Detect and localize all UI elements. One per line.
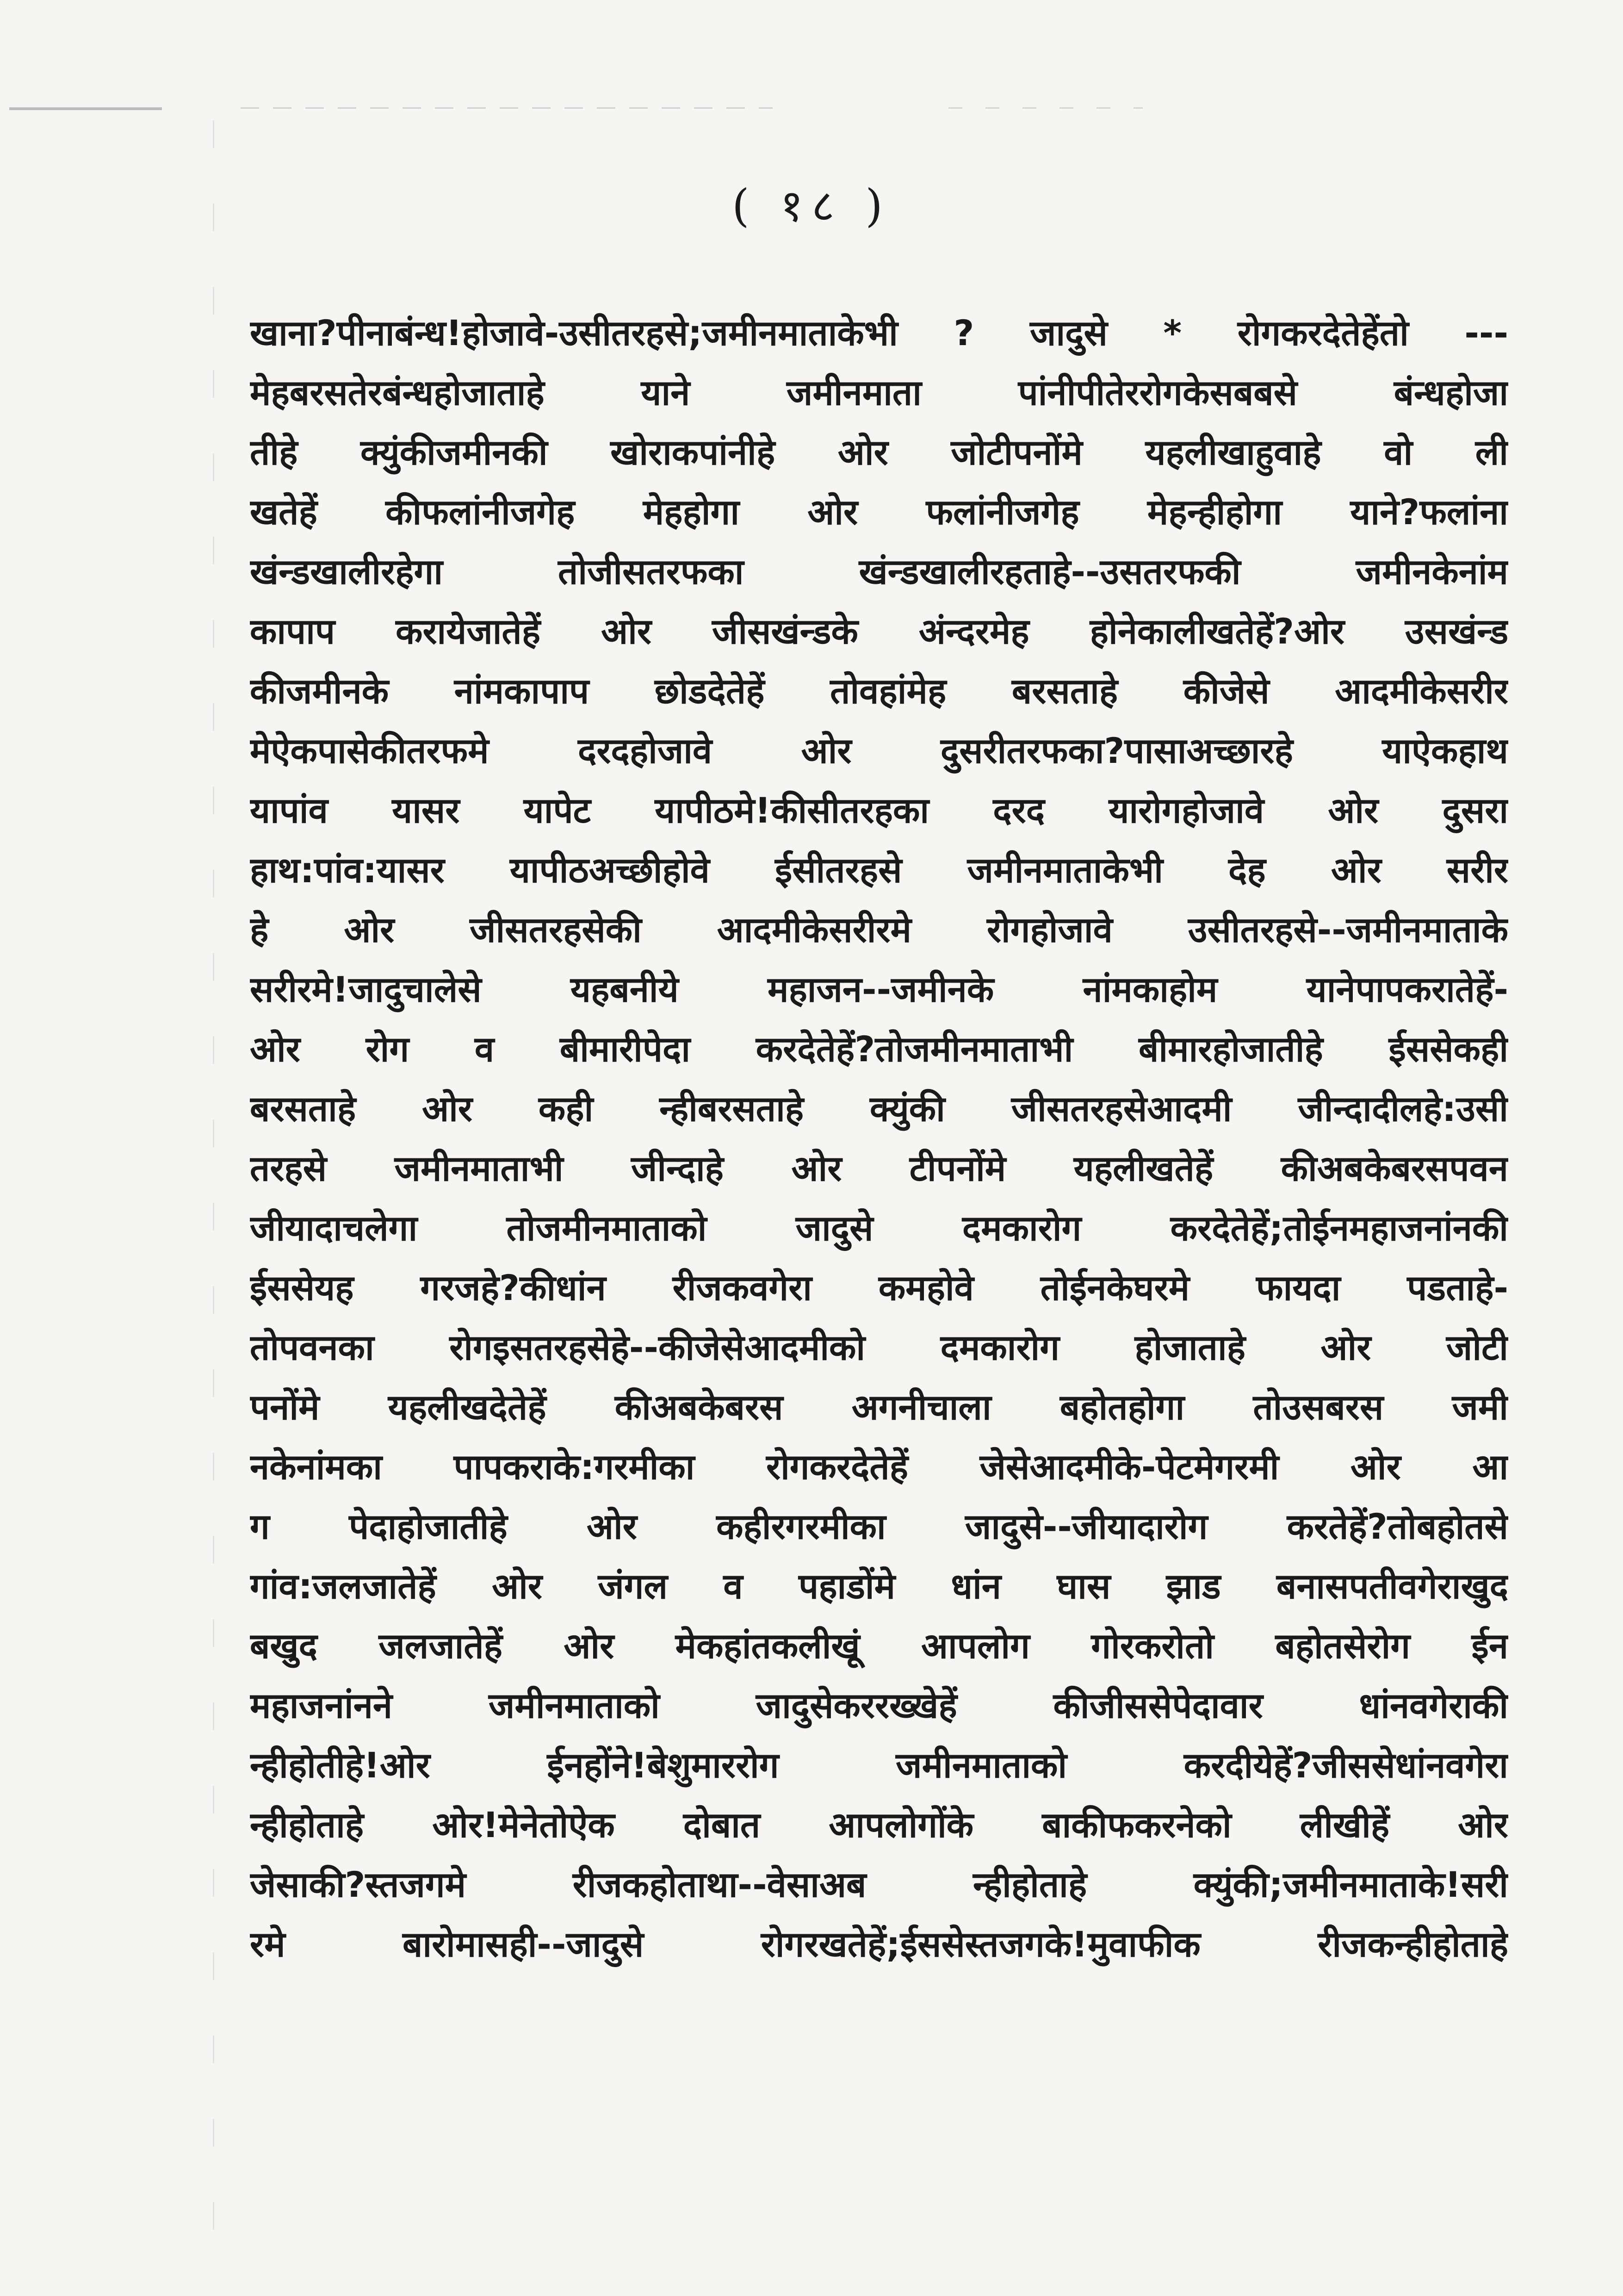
text-line: खंन्डखालीरहेगा तोजीसतरफका खंन्डखालीरहताहे--उसतरफकी जमीनकेनांम: [250, 551, 1508, 592]
text-line: खाना?पीनाबंन्ध!होजावे-उसीतरहसे;जमीनमाताकेभी ? जादुसे * रोगकरदेतेहेंतो ---: [250, 312, 1508, 353]
text-line: मेहबरसतेरबंन्धहोजाताहे याने जमीनमाता पांनीपीतेररोगकेसबबसे बंन्धहोजा: [250, 372, 1508, 413]
text-line: ईससेयह गरजहे?कीधांन रीजकवगेरा कमहोवे तोईनकेघरमे फायदा पडताहे-: [250, 1267, 1508, 1308]
text-line: हाथ:पांव:यासर यापीठअच्छीहोवे ईसीतरहसे जमीनमाताकेभी देह ओर सरीर: [250, 849, 1508, 891]
text-line: बरसताहे ओर कही न्हीबरसताहे क्युंकी जीसतरहसेआदमी जीन्दादीलहे:उसी: [250, 1088, 1508, 1129]
text-line: खतेहें कीफलांनीजगेह मेहहोगा ओर फलांनीजगेह मेहन्हीहोगा याने?फलांना: [250, 491, 1508, 532]
text-line: गांव:जलजातेहें ओर जंगल व पहाडोंमे धांन घास झाड बनासपतीवगेराखुद: [250, 1566, 1508, 1607]
text-line: नकेनांमका पापकराके:गरमीका रोगकरदेतेहें जेसेआदमीके-पेटमेगरमी ओर आ: [250, 1446, 1508, 1487]
text-line: न्हीहोताहे ओर!मेनेतोऐक दोबात आपलोगोंके बाकीफकरनेको लीखीहें ओर: [250, 1804, 1508, 1845]
text-line: रमे बारोमासही--जादुसे रोगरखतेहें;ईससेस्तजगके!मुवाफीक रीजकन्हीहोताहे: [250, 1924, 1508, 1965]
page-number: ( १८ ): [732, 180, 891, 232]
text-line: मेऐकपासेकीतरफमे दरदहोजावे ओर दुसरीतरफका?पासाअच्छारहे याऐकहाथ: [250, 730, 1508, 771]
body-text: [250, 303, 1508, 1974]
text-line: तोपवनका रोगइसतरहसेहे--कीजेसेआदमीको दमकारोग होजाताहे ओर जोटी: [250, 1327, 1508, 1368]
text-line: पनोंमे यहलीखदेतेहें कीअबकेबरस अगनीचाला बहोतहोगा तोउसबरस जमी: [250, 1386, 1508, 1428]
left-margin-line: [213, 120, 214, 2271]
text-line: ग पेदाहोजातीहे ओर कहीरगरमीका जादुसे--जीयादारोग करतेहें?तोबहोतसे: [250, 1506, 1508, 1547]
text-line: कापाप करायेजातेहें ओर जीसखंन्डके अंन्दरमेह होनेकालीखतेहें?ओर उसखंन्ड: [250, 611, 1508, 652]
text-line: जीयादाचलेगा तोजमीनमाताको जादुसे दमकारोग करदेतेहें;तोईनमहाजनांनकी: [250, 1207, 1508, 1249]
text-line: ओर रोग व बीमारीपेदा करदेतेहें?तोजमीनमाताभी बीमारहोजातीहे ईससेकही: [250, 1028, 1508, 1070]
text-line: कीजमीनके नांमकापाप छोडदेतेहें तोवहांमेह बरसताहे कीजेसे आदमीकेसरीर: [250, 670, 1508, 712]
top-right-rule: [948, 107, 1143, 109]
text-line: जेसाकी?स्तजगमे रीजकहोताथा--वेसाअब न्हीहोताहे क्युंकी;जमीनमाताके!सरी: [250, 1864, 1508, 1905]
text-line: तरहसे जमीनमाताभी जीन्दाहे ओर टीपनोंमे यहलीखतेहें कीअबकेबरसपवन: [250, 1148, 1508, 1189]
text-line: सरीरमे!जादुचालेसे यहबनीये महाजन--जमीनके नांमकाहोम यानेपापकरातेहें-: [250, 969, 1508, 1010]
text-line: हे ओर जीसतरहसेकी आदमीकेसरीरमे रोगहोजावे उसीतरहसे--जमीनमाताके: [250, 909, 1508, 950]
text-line: यापांव यासर यापेट यापीठमे!कीसीतरहका दरद यारोगहोजावे ओर दुसरा: [250, 790, 1508, 831]
top-middle-rule: [241, 107, 773, 109]
text-line: बखुद जलजातेहें ओर मेकहांतकलीखूं आपलोग गोरकरोतो बहोतसेरोग ईन: [250, 1625, 1508, 1666]
text-line: न्हीहोतीहे!ओर ईनहोंने!बेशुमाररोग जमीनमाताको करदीयेहें?जीससेधांनवगेरा: [250, 1745, 1508, 1786]
top-left-rule: [9, 107, 162, 110]
text-line: महाजनांनने जमीनमाताको जादुसेकररख्खेहें कीजीससेपेदावार धांनवगेराकी: [250, 1685, 1508, 1726]
text-line: तीहे क्युंकीजमीनकी खोराकपांनीहे ओर जोटीपनोंमे यहलीखाहुवाहे वो ली: [250, 432, 1508, 473]
